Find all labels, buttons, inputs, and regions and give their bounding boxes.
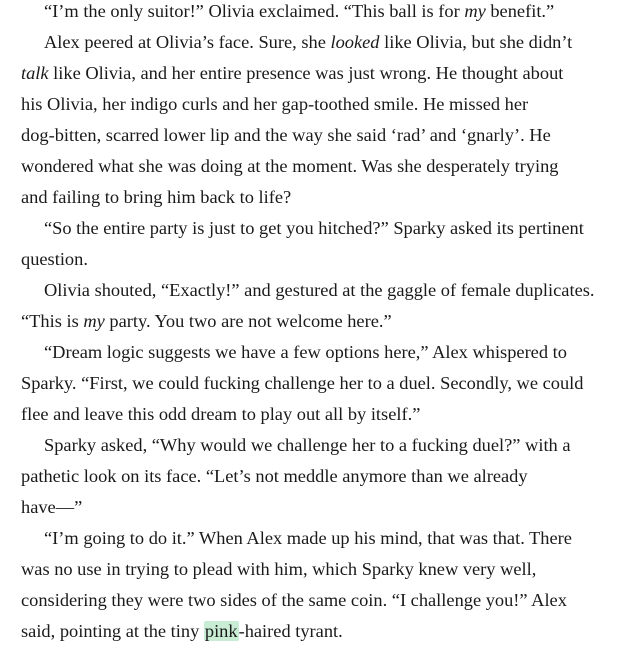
text-run: “So the entire party is just to get you hitched?” Sparky asked its pertinent	[44, 218, 584, 238]
emphasis-text: talk	[21, 63, 49, 83]
text-run: “I’m the only suitor!” Olivia exclaimed. “This ball is for	[44, 1, 465, 21]
text-run: “I’m going to do it.” When Alex made up his mind, that was that. There	[44, 528, 572, 548]
text-line	[21, 89, 634, 120]
text-run: wondered what she was doing at the moment. Was she desperately trying	[21, 156, 559, 176]
text-line	[21, 337, 634, 368]
text-run: question.	[21, 249, 88, 269]
text-line	[21, 27, 634, 58]
text-line	[21, 182, 634, 213]
text-line	[21, 368, 634, 399]
text-run: his Olivia, her indigo curls and her gap-toothed smile. He missed her	[21, 94, 529, 114]
text-run: considering they were two sides of the same coin. “I challenge you!” Alex	[21, 590, 567, 610]
paragraph	[21, 430, 634, 523]
text-run: “This is	[21, 311, 84, 331]
text-run: and failing to bring him back to life?	[21, 187, 292, 207]
text-run: Sparky. “First, we could fucking challenge her to a duel. Secondly, we could	[21, 373, 584, 393]
text-line	[21, 461, 634, 492]
text-run: pathetic look on its face. “Let’s not meddle anymore than we already	[21, 466, 528, 486]
text-line	[21, 430, 634, 461]
text-line	[21, 616, 634, 647]
text-line	[21, 0, 634, 27]
text-line	[21, 492, 634, 523]
text-run: “Dream logic suggests we have a few options here,” Alex whispered to	[44, 342, 567, 362]
text-line	[21, 275, 634, 306]
text-run: said, pointing at the tiny	[21, 621, 204, 641]
paragraph	[21, 0, 634, 27]
paragraph	[21, 523, 634, 647]
text-run: was no use in trying to plead with him, which Sparky knew very well,	[21, 559, 537, 579]
text-line	[21, 151, 634, 182]
text-run: -haired tyrant.	[238, 621, 343, 641]
paragraph	[21, 213, 634, 275]
text-run: Alex peered at Olivia’s face. Sure, she	[44, 32, 331, 52]
emphasis-text: my	[83, 311, 105, 331]
text-line	[21, 58, 634, 89]
text-line	[21, 399, 634, 430]
text-run: like Olivia, and her entire presence was just wrong. He thought about	[48, 63, 564, 83]
paragraph	[21, 275, 634, 337]
text-run: like Olivia, but she didn’t	[379, 32, 573, 52]
text-line	[21, 554, 634, 585]
emphasis-text: my	[464, 1, 486, 21]
text-line	[21, 213, 634, 244]
text-run: benefit.”	[485, 1, 555, 21]
text-line	[21, 523, 634, 554]
text-run: Olivia shouted, “Exactly!” and gestured at the gaggle of female duplicates.	[44, 280, 595, 300]
text-run: dog-bitten, scarred lower lip and the way she said ‘rad’ and ‘gnarly’. He	[21, 125, 551, 145]
text-line	[21, 585, 634, 616]
paragraph	[21, 337, 634, 430]
text-run: have—”	[21, 497, 83, 517]
emphasis-text: looked	[330, 32, 380, 52]
paragraph	[21, 27, 634, 213]
highlighted-word[interactable]: pink	[204, 621, 238, 641]
text-line	[21, 120, 634, 151]
text-line	[21, 306, 634, 337]
text-line	[21, 244, 634, 275]
text-run: party. You two are not welcome here.”	[104, 311, 392, 331]
text-run: flee and leave this odd dream to play out all by itself.”	[21, 404, 421, 424]
text-run: Sparky asked, “Why would we challenge her to a fucking duel?” with a	[44, 435, 571, 455]
